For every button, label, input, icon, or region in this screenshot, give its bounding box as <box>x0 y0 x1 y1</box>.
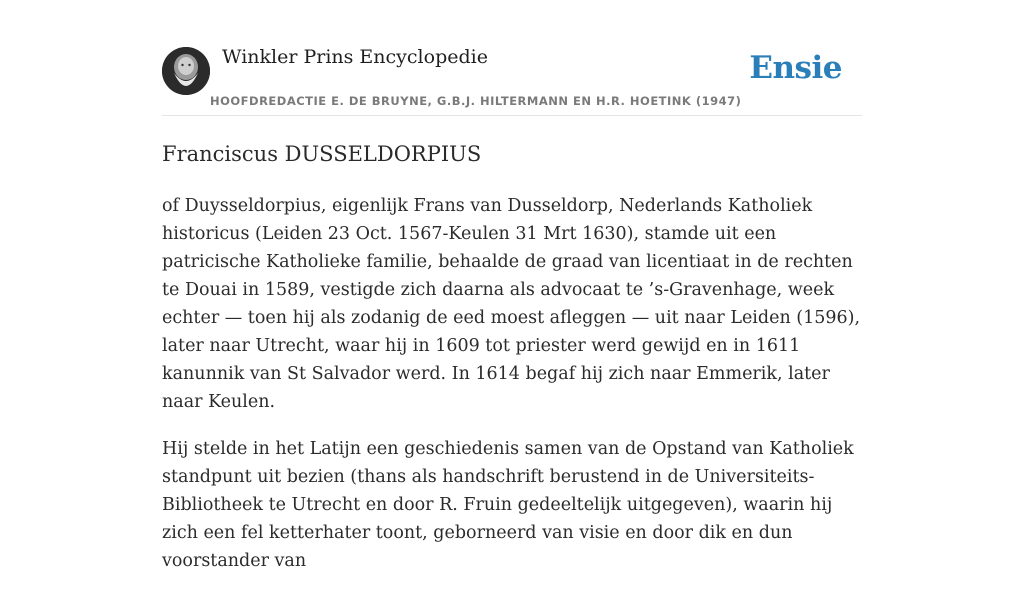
portrait-icon <box>162 47 210 95</box>
article-paragraph: Hij stelde in het Latijn een geschiedenis samen van de Opstand van Katholiek standpunt uit bezien (thans als handschrift berustend in de Universiteits-Bibliotheek te Utrecht en door R. Fruin gedeeltelijk uitgegeven), waarin hij zich een fel ketterhater toont, geborneerd van visie en door dik en dun voorstander van <box>162 439 854 571</box>
site-title[interactable]: Winkler Prins Encyclopedie <box>222 46 488 68</box>
author-avatar <box>162 47 210 95</box>
editors-subtitle: HOOFDREDACTIE E. DE BRUYNE, G.B.J. HILTERMANN EN H.R. HOETINK (1947) <box>210 94 742 108</box>
article-body <box>162 192 862 594</box>
page-container <box>162 0 862 571</box>
header-divider <box>162 115 862 116</box>
article-headword: Franciscus DUSSELDORPIUS <box>162 142 482 166</box>
ensie-logo[interactable]: Ensie <box>749 50 842 86</box>
article-paragraph: of Duysseldorpius, eigenlijk Frans van Dusseldorp, Nederlands Katholiek historicus (Leiden 23 Oct. 1567-Keulen 31 Mrt 1630), stamde uit een patricische Katholieke familie, behaalde de graad van licentiaat in de rechten te Douai in 1589, vestigde zich daarna als advocaat te ’s-Gravenhage, week echter — toen hij als zodanig de eed moest afleggen — uit naar Leiden (1596), later naar Utrecht, waar hij in 1609 tot priester werd gewijd en in 1611 kanunnik van St Salvador werd. In 1614 begaf hij zich naar Emmerik, later naar Keulen. <box>162 196 861 412</box>
